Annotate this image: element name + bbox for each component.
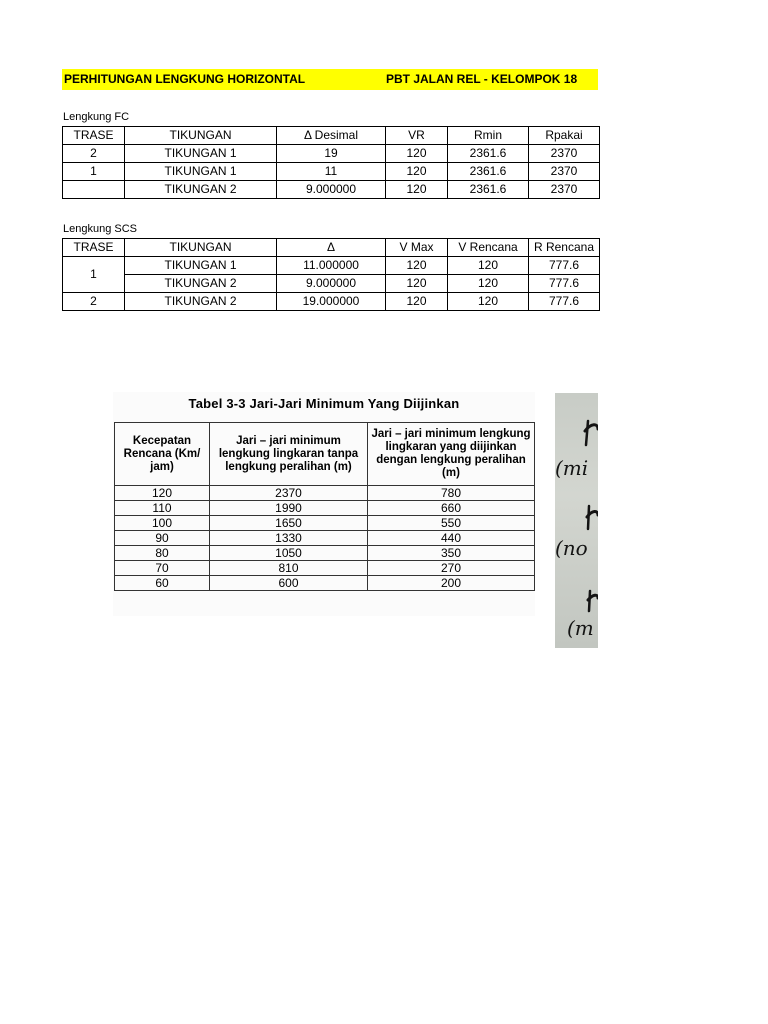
table-cell: 120 <box>386 145 448 163</box>
fc-table <box>62 126 600 199</box>
table-cell: 810 <box>210 561 368 576</box>
table-cell: 1990 <box>210 501 368 516</box>
column-header: V Rencana <box>448 239 529 257</box>
table-row <box>115 486 535 501</box>
table-cell: 80 <box>115 546 210 561</box>
table-cell: 777.6 <box>529 257 600 275</box>
table-cell: 550 <box>368 516 535 531</box>
table-row <box>63 293 600 311</box>
table-cell: 60 <box>115 576 210 591</box>
column-header: Δ <box>277 239 386 257</box>
column-header: Rpakai <box>529 127 600 145</box>
table-row <box>115 576 535 591</box>
table-cell: 660 <box>368 501 535 516</box>
table-cell: 19.000000 <box>277 293 386 311</box>
table-cell: TIKUNGAN 1 <box>125 257 277 275</box>
reference-table <box>114 422 535 591</box>
table-cell: 120 <box>386 181 448 199</box>
table-row <box>63 145 600 163</box>
handwriting-strokes <box>555 393 598 648</box>
table-cell: 120 <box>448 257 529 275</box>
table-header-row <box>63 239 600 257</box>
table-cell: TIKUNGAN 2 <box>125 181 277 199</box>
table-cell: 1650 <box>210 516 368 531</box>
table-header-row <box>63 127 600 145</box>
scs-section-label: Lengkung SCS <box>63 223 137 235</box>
table-cell: 120 <box>448 293 529 311</box>
column-header: TIKUNGAN <box>125 127 277 145</box>
reference-table-image <box>113 392 535 616</box>
table-cell: 11.000000 <box>277 257 386 275</box>
table-cell: 70 <box>115 561 210 576</box>
table-row <box>115 501 535 516</box>
table-cell: 19 <box>277 145 386 163</box>
table-cell: 2370 <box>529 163 600 181</box>
table-row <box>63 163 600 181</box>
column-header: R Rencana <box>529 239 600 257</box>
column-header: Rmin <box>448 127 529 145</box>
column-header: Jari – jari minimum lengkung lingkaran yang diijinkan dengan lengkung peralihan (m) <box>368 423 535 486</box>
table-row <box>115 516 535 531</box>
table-cell: 120 <box>448 275 529 293</box>
table-row <box>63 181 600 199</box>
table-row <box>63 257 600 275</box>
table-cell: 200 <box>368 576 535 591</box>
header-banner <box>62 69 598 90</box>
column-header: TRASE <box>63 239 125 257</box>
table-cell: 9.000000 <box>277 275 386 293</box>
table-cell: 600 <box>210 576 368 591</box>
table-cell: 350 <box>368 546 535 561</box>
table-row <box>63 275 600 293</box>
table-cell: 1050 <box>210 546 368 561</box>
table-cell: 1 <box>63 163 125 181</box>
table-cell: 2 <box>63 293 125 311</box>
table-cell: 2 <box>63 145 125 163</box>
table-cell: 2370 <box>529 181 600 199</box>
scs-table <box>62 238 600 311</box>
table-cell: 90 <box>115 531 210 546</box>
handwritten-note-photo <box>555 393 598 648</box>
document-title: PERHITUNGAN LENGKUNG HORIZONTAL <box>64 72 306 86</box>
table-header-row <box>115 423 535 486</box>
table-cell: 1 <box>63 257 125 293</box>
table-cell: TIKUNGAN 1 <box>125 163 277 181</box>
handwritten-fragment: (no <box>555 536 588 560</box>
table-cell: 120 <box>386 257 448 275</box>
document-subtitle: PBT JALAN REL - KELOMPOK 18 <box>386 72 578 86</box>
column-header: Δ Desimal <box>277 127 386 145</box>
table-row <box>115 546 535 561</box>
table-cell: 2361.6 <box>448 181 529 199</box>
column-header: Kecepatan Rencana (Km/ jam) <box>115 423 210 486</box>
table-cell: 2361.6 <box>448 145 529 163</box>
table-cell: 777.6 <box>529 275 600 293</box>
handwritten-fragment: (m <box>567 616 594 640</box>
table-row <box>115 531 535 546</box>
table-cell: 2361.6 <box>448 163 529 181</box>
column-header: V Max <box>386 239 448 257</box>
column-header: VR <box>386 127 448 145</box>
table-cell: 100 <box>115 516 210 531</box>
reference-table-title: Tabel 3-3 Jari-Jari Minimum Yang Diijinkan <box>188 396 460 411</box>
table-cell: 120 <box>386 293 448 311</box>
table-cell: TIKUNGAN 2 <box>125 275 277 293</box>
table-row <box>115 561 535 576</box>
table-cell: TIKUNGAN 1 <box>125 145 277 163</box>
table-cell: 120 <box>386 163 448 181</box>
table-cell <box>63 181 125 199</box>
table-cell: TIKUNGAN 2 <box>125 293 277 311</box>
table-cell: 2370 <box>210 486 368 501</box>
table-cell: 9.000000 <box>277 181 386 199</box>
table-cell: 110 <box>115 501 210 516</box>
table-cell: 780 <box>368 486 535 501</box>
handwritten-fragment: (mi <box>555 456 589 480</box>
column-header: Jari – jari minimum lengkung lingkaran tanpa lengkung peralihan (m) <box>210 423 368 486</box>
table-cell: 11 <box>277 163 386 181</box>
table-cell: 120 <box>115 486 210 501</box>
table-cell: 2370 <box>529 145 600 163</box>
fc-section-label: Lengkung FC <box>63 111 130 123</box>
table-cell: 120 <box>386 275 448 293</box>
table-cell: 440 <box>368 531 535 546</box>
column-header: TRASE <box>63 127 125 145</box>
table-cell: 1330 <box>210 531 368 546</box>
table-cell: 777.6 <box>529 293 600 311</box>
column-header: TIKUNGAN <box>125 239 277 257</box>
table-cell: 270 <box>368 561 535 576</box>
